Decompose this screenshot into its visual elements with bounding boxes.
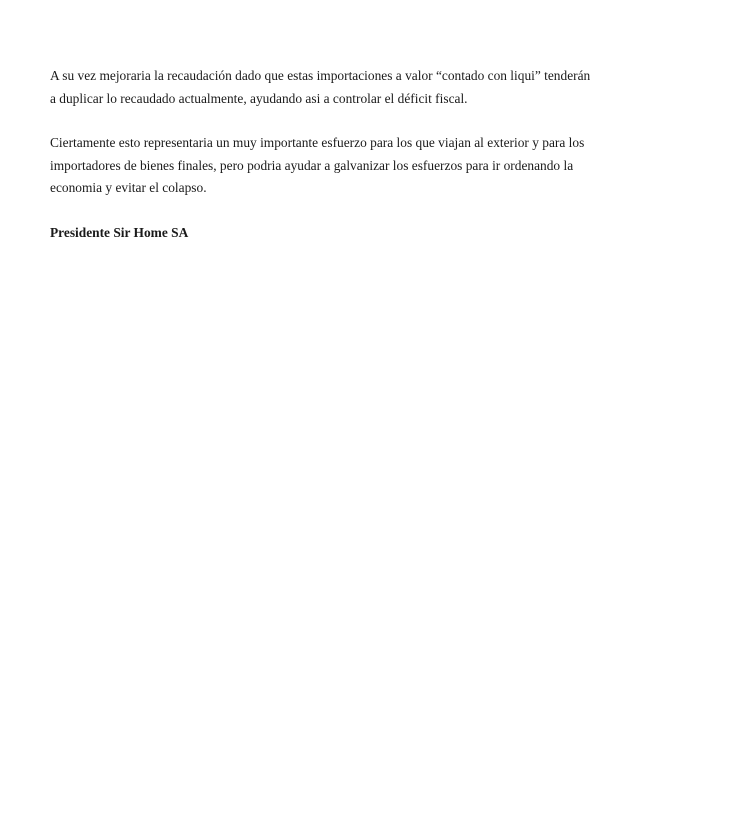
paragraph-recaudacion	[50, 65, 630, 110]
paragraph-line: a duplicar lo recaudado actualmente, ayudando asi a controlar el déficit fiscal.	[50, 90, 468, 106]
paragraph-line: importadores de bienes finales, pero podria ayudar a galvanizar los esfuerzos para ir ordenando la	[50, 157, 574, 173]
paragraph-line: A su vez mejoraria la recaudación dado que estas importaciones a valor “contado con liqui” tenderán	[50, 68, 591, 83]
document-body	[50, 65, 630, 244]
paragraph-line: Ciertamente esto representaria un muy importante esfuerzo para los que viajan al exterior y para los	[50, 135, 585, 150]
paragraph-line: economia y evitar el colapso.	[50, 180, 207, 195]
signature: Presidente Sir Home SA	[50, 224, 189, 240]
paragraph-esfuerzo	[50, 132, 630, 200]
